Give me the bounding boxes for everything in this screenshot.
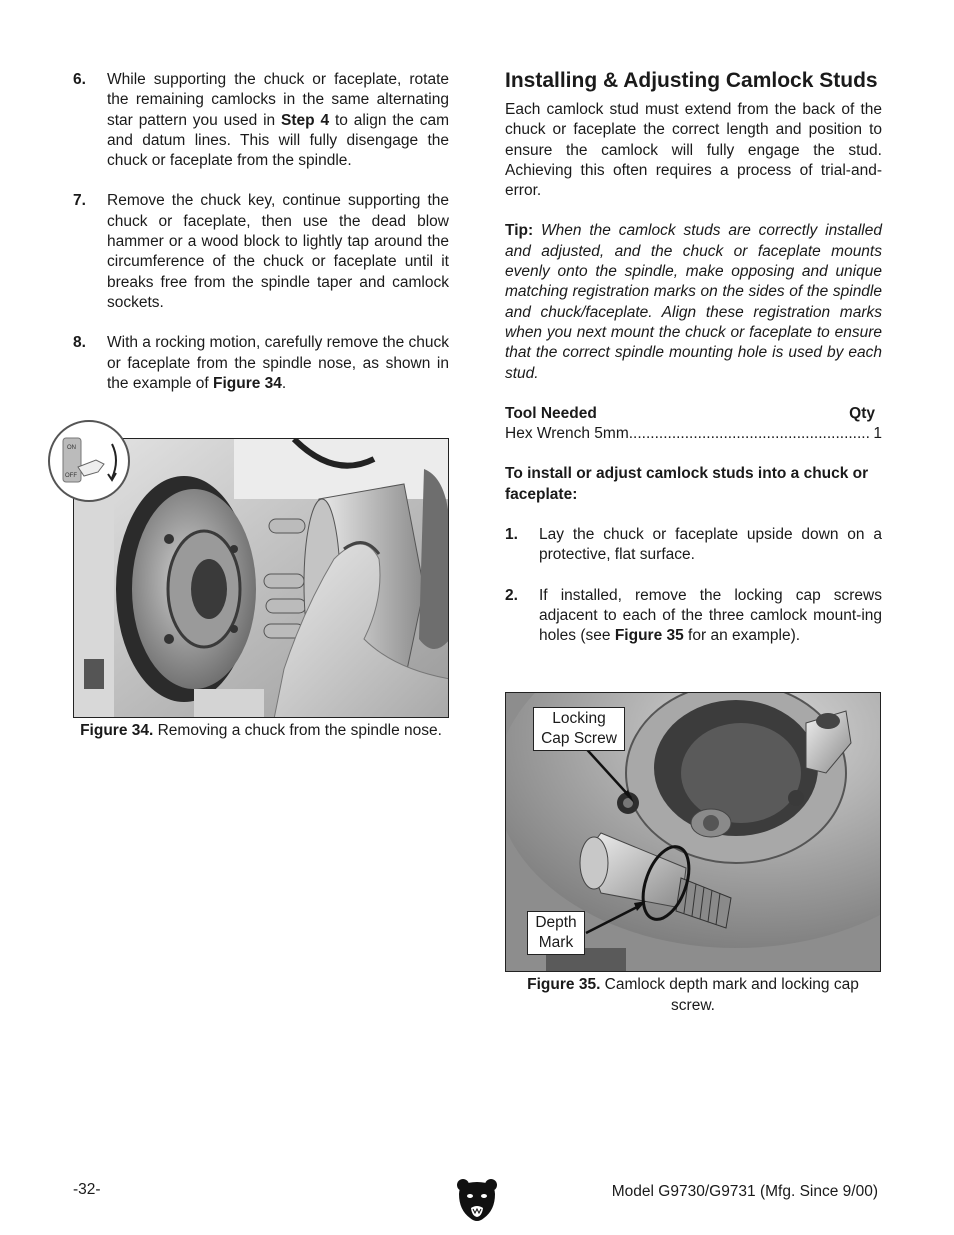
tool-qty: 1	[873, 425, 882, 443]
procedure-intro: To install or adjust camlock studs into a chuck or faceplate:	[505, 465, 869, 503]
left-column	[73, 70, 449, 414]
step-6	[73, 70, 449, 171]
locking-cap-screw-callout: Locking Cap Screw	[533, 707, 625, 751]
step-number: 1.	[505, 526, 518, 544]
svg-text:OFF: OFF	[65, 473, 77, 479]
step-text: While supporting the chuck or faceplate, rotate the remaining camlocks in the same alternating star pattern you used in Step 4 to align the cam and datum lines. This will fully disengage the chuck or faceplate from the spindle.	[107, 71, 450, 170]
bear-logo-icon	[456, 1176, 498, 1224]
step-number: 8.	[73, 334, 86, 352]
step-number: 7.	[73, 192, 86, 210]
step-number: 2.	[505, 586, 518, 604]
step-2	[505, 586, 882, 647]
leader-dots	[629, 424, 872, 444]
model-info: Model G9730/G9731 (Mfg. Since 9/00)	[611, 1183, 878, 1200]
qty-header: Qty	[849, 404, 875, 422]
depth-mark-callout: Depth Mark	[527, 911, 585, 955]
step-text: Remove the chuck key, continue supporting the chuck or faceplate, then use the dead blow hammer or a wood block to lightly tap around the circumference of the chuck or faceplate until it breaks free from the spindle taper and camlock sockets.	[107, 192, 449, 311]
step-number: 6.	[73, 71, 86, 88]
step-1	[505, 525, 882, 566]
tip-paragraph: Tip: When the camlock studs are correctly installed and adjusted, and the chuck or faceplate mounts evenly onto the spindle, make opposing and unique matching registration marks on the sides of the spindle and chuck/faceplate. Align these registration marks when you next mount the chuck or faceplate to ensure that the correct spindle mounting hole is used by each stud.	[505, 222, 882, 382]
step-7	[73, 191, 449, 313]
right-column	[505, 70, 882, 667]
step-8	[73, 333, 449, 394]
tool-header: Tool Needed	[505, 404, 597, 422]
figure-34-photo	[73, 438, 449, 718]
page-number: -32-	[73, 1181, 101, 1198]
chuck-removal-illustration	[74, 439, 449, 718]
section-heading: Installing & Adjusting Camlock Studs	[505, 69, 878, 92]
svg-text:ON: ON	[67, 445, 76, 451]
step-text: With a rocking motion, carefully remove the chuck or faceplate from the spindle nose, as shown in the example of Figure 34.	[107, 334, 449, 392]
tool-table-header	[505, 404, 882, 424]
step-text: If installed, remove the locking cap screws adjacent to each of the three camlock mount-ing holes (see Figure 35 for an example).	[539, 586, 882, 645]
tool-row	[505, 424, 882, 444]
figure-34-caption: Figure 34. Removing a chuck from the spindle nose.	[80, 722, 442, 739]
on-off-switch-icon	[48, 420, 130, 502]
tool-name: Hex Wrench 5mm	[505, 425, 629, 443]
step-text: Lay the chuck or faceplate upside down on a protective, flat surface.	[539, 526, 882, 564]
figure-35-caption: Figure 35. Camlock depth mark and locking cap screw.	[527, 976, 859, 1014]
intro-paragraph: Each camlock stud must extend from the back of the chuck or faceplate the correct length and position to ensure the camlock will fully engage the stud. Achieving this often requires a process of trial-and-error.	[505, 101, 882, 200]
